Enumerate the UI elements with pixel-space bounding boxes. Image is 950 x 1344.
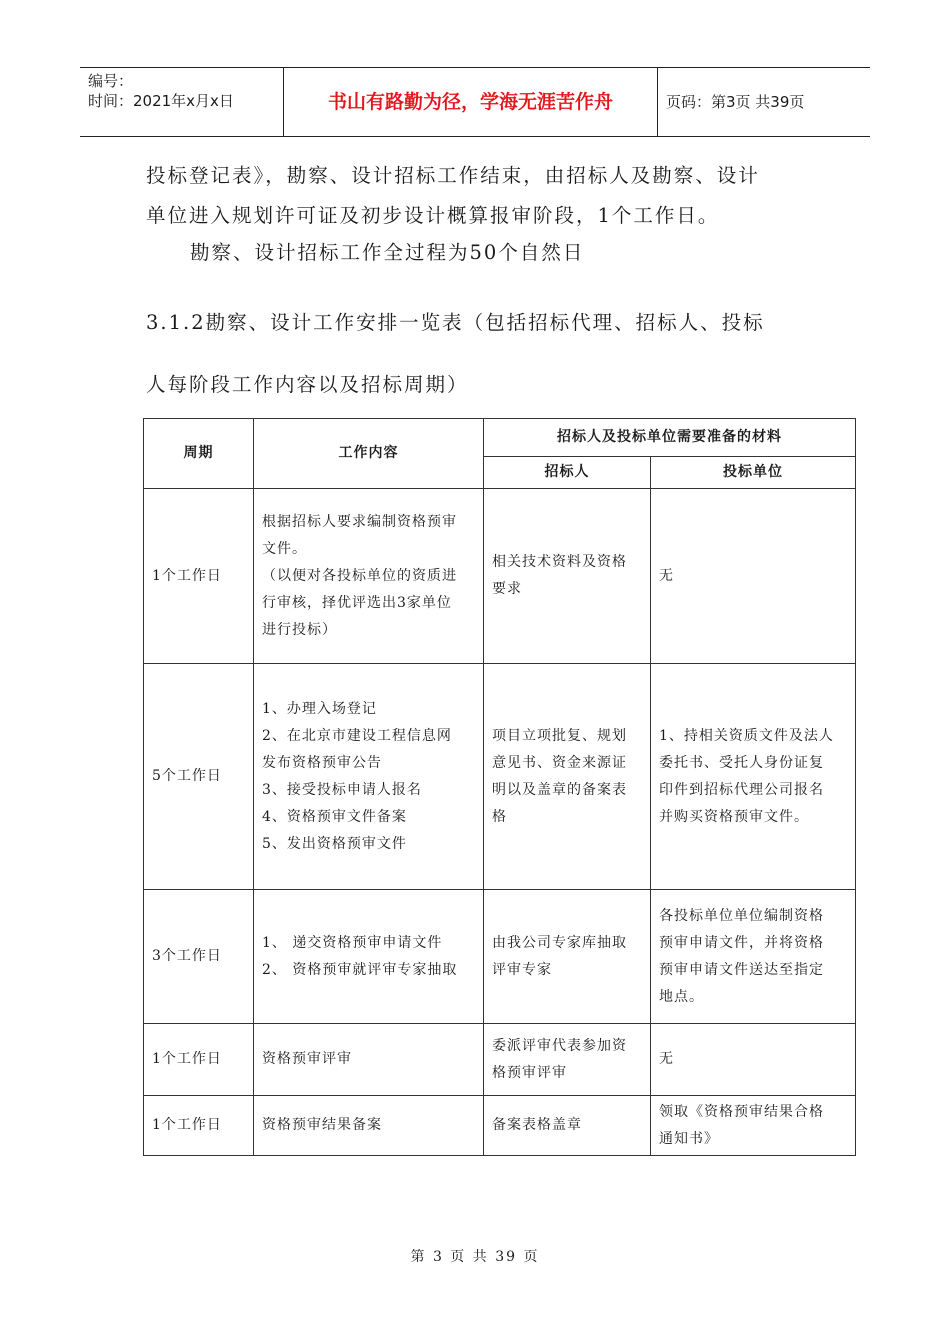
cell-line: 印件到招标代理公司报名 bbox=[659, 781, 824, 798]
table-row bbox=[144, 489, 856, 664]
cell-line: 1、办理入场登记 bbox=[262, 700, 377, 717]
row-tenderer bbox=[484, 1096, 651, 1156]
row-content bbox=[254, 1024, 484, 1096]
row-content bbox=[254, 664, 484, 890]
row-content bbox=[254, 890, 484, 1024]
cell-line: 5、发出资格预审文件 bbox=[262, 835, 407, 852]
cell-line: 预审申请文件送达至指定 bbox=[659, 961, 824, 978]
table-row bbox=[144, 1096, 856, 1156]
cell-line: 2、在北京市建设工程信息网 bbox=[262, 727, 452, 744]
cell-line: 通知书》 bbox=[659, 1130, 719, 1147]
cell-line: 委派评审代表参加资 bbox=[492, 1037, 627, 1054]
cell-line: 相关技术资料及资格 bbox=[492, 554, 627, 570]
header-period: 周期 bbox=[144, 419, 254, 489]
body-line-1: 投标登记表》，勘察、设计招标工作结束，由招标人及勘察、设计 bbox=[146, 164, 760, 187]
document-number-label: 编号： bbox=[88, 72, 134, 90]
row-period: 1个工作日 bbox=[144, 489, 254, 664]
cell-line: 各投标单位单位编制资格 bbox=[659, 907, 824, 924]
row-bidder bbox=[651, 1024, 856, 1096]
table-row bbox=[144, 664, 856, 890]
row-content bbox=[254, 1096, 484, 1156]
table-row bbox=[144, 890, 856, 1024]
cell-line: 资格预审评审 bbox=[262, 1051, 352, 1067]
row-bidder bbox=[651, 489, 856, 664]
cell-line: 1、 递交资格预审申请文件 bbox=[262, 934, 443, 951]
row-tenderer bbox=[484, 1024, 651, 1096]
cell-line: 行审核，择优评选出3家单位 bbox=[262, 594, 452, 611]
section-heading-line-2: 人每阶段工作内容以及招标周期） bbox=[146, 373, 469, 396]
row-bidder bbox=[651, 664, 856, 890]
row-period: 3个工作日 bbox=[144, 890, 254, 1024]
cell-line: 1、持相关资质文件及法人 bbox=[659, 727, 834, 744]
cell-line: 无 bbox=[659, 1051, 674, 1067]
header-info bbox=[80, 68, 283, 136]
document-date: 时间：2021年x月x日 bbox=[88, 92, 234, 110]
cell-line: 预审申请文件，并将资格 bbox=[659, 934, 824, 951]
header-bidder: 投标单位 bbox=[651, 457, 856, 489]
row-tenderer bbox=[484, 489, 651, 664]
cell-line: 由我公司专家库抽取 bbox=[492, 934, 627, 951]
header-page-info: 页码：第3页 共39页 bbox=[666, 93, 805, 111]
header-content: 工作内容 bbox=[254, 419, 484, 489]
row-content bbox=[254, 489, 484, 664]
cell-line: 4、资格预审文件备案 bbox=[262, 808, 407, 825]
cell-line: （以便对各投标单位的资质进 bbox=[262, 567, 457, 584]
row-period: 1个工作日 bbox=[144, 1024, 254, 1096]
table-row bbox=[144, 1024, 856, 1096]
cell-line: 资格预审结果备案 bbox=[262, 1117, 382, 1133]
cell-line: 并购买资格预审文件。 bbox=[659, 808, 809, 825]
section-heading-line-1: 3.1.2勘察、设计工作安排一览表（包括招标代理、招标人、投标 bbox=[146, 311, 765, 334]
cell-line: 委托书、受托人身份证复 bbox=[659, 754, 824, 771]
cell-line: 发布资格预审公告 bbox=[262, 754, 382, 771]
schedule-table bbox=[143, 418, 856, 1156]
cell-line: 2、 资格预审就评审专家抽取 bbox=[262, 961, 458, 978]
cell-line: 领取《资格预审结果合格 bbox=[659, 1103, 824, 1120]
body-line-3: 勘察、设计招标工作全过程为50个自然日 bbox=[190, 241, 585, 264]
cell-line: 明以及盖章的备案表 bbox=[492, 781, 627, 798]
cell-line: 3、接受投标申请人报名 bbox=[262, 781, 422, 798]
cell-line: 格预审评审 bbox=[492, 1064, 567, 1081]
cell-line: 根据招标人要求编制资格预审 bbox=[262, 513, 457, 530]
page-footer: 第 3 页 共 39 页 bbox=[410, 1249, 540, 1265]
cell-line: 意见书、资金来源证 bbox=[492, 754, 627, 771]
row-period: 5个工作日 bbox=[144, 664, 254, 890]
header-motto: 书山有路勤为径，学海无涯苦作舟 bbox=[283, 68, 658, 136]
row-bidder bbox=[651, 1096, 856, 1156]
cell-line: 无 bbox=[659, 567, 674, 584]
cell-line: 进行投标） bbox=[262, 621, 337, 638]
row-tenderer bbox=[484, 664, 651, 890]
header-tenderer: 招标人 bbox=[484, 457, 651, 489]
header-materials: 招标人及投标单位需要准备的材料 bbox=[484, 419, 856, 457]
cell-line: 文件。 bbox=[262, 540, 307, 557]
cell-line: 评审专家 bbox=[492, 961, 552, 978]
row-tenderer bbox=[484, 890, 651, 1024]
cell-line: 地点。 bbox=[659, 988, 704, 1005]
page-header bbox=[80, 67, 870, 137]
cell-line: 格 bbox=[492, 808, 507, 825]
cell-line: 备案表格盖章 bbox=[492, 1117, 582, 1133]
row-period: 1个工作日 bbox=[144, 1096, 254, 1156]
table-header-row bbox=[144, 419, 856, 457]
cell-line: 项目立项批复、规划 bbox=[492, 727, 627, 744]
row-bidder bbox=[651, 890, 856, 1024]
cell-line: 要求 bbox=[492, 581, 522, 597]
body-line-2: 单位进入规划许可证及初步设计概算报审阶段，1个工作日。 bbox=[146, 204, 720, 227]
